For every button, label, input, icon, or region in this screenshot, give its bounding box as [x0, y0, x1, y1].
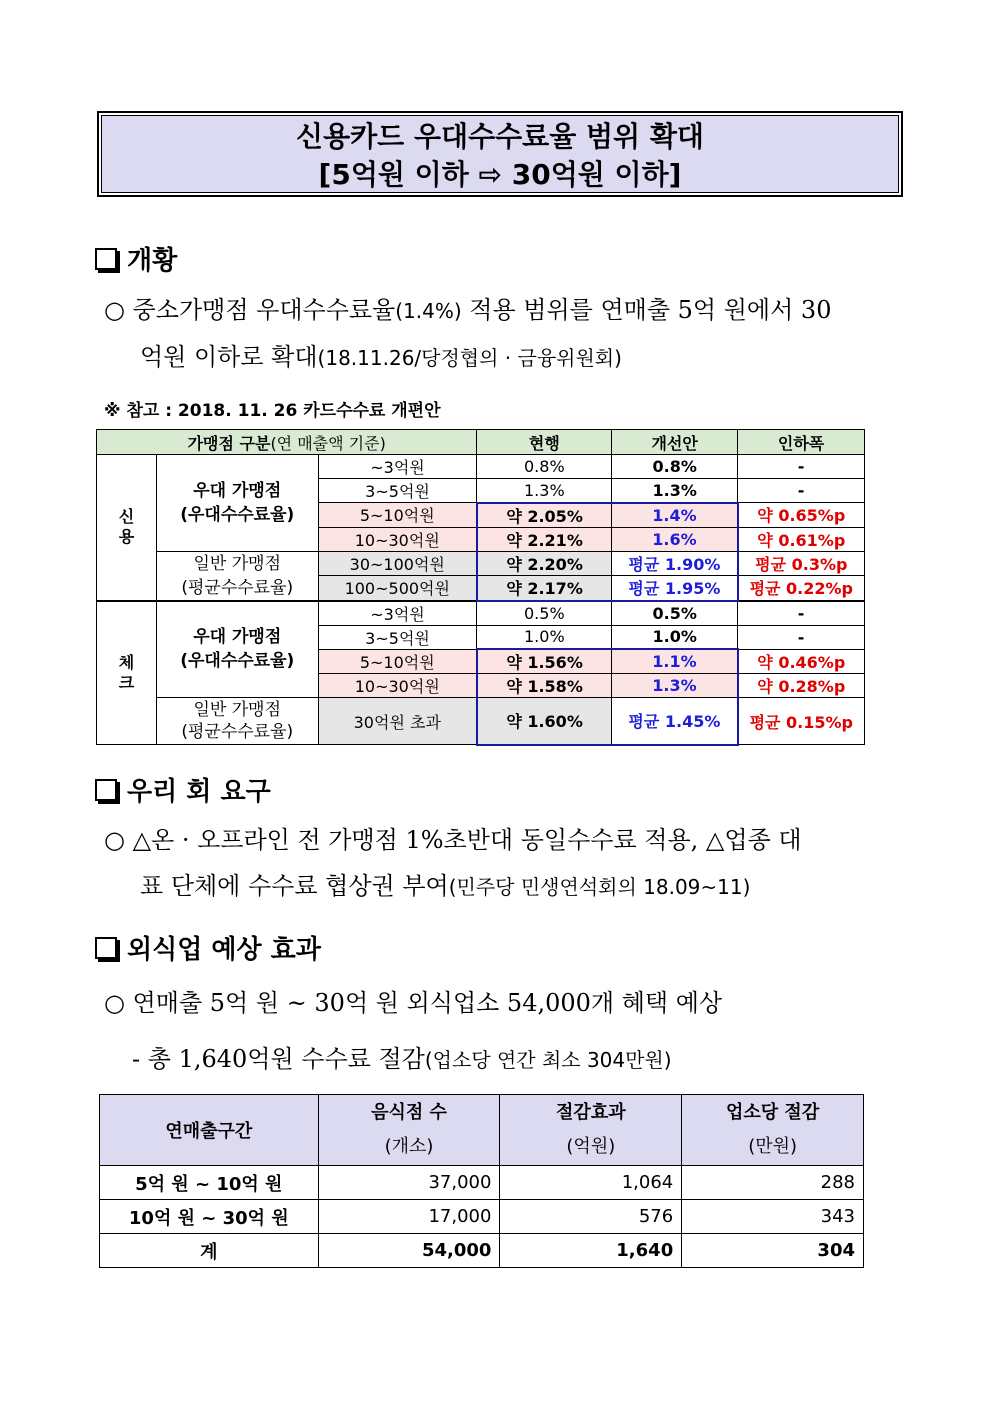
range-cell: 10~30억원	[318, 527, 477, 551]
table-row	[97, 455, 865, 479]
demands-text-b: 표 단체에 수수료 협상권 부여	[140, 872, 449, 900]
demands-paragraph	[104, 817, 922, 910]
range-cell: 30~100억원	[318, 551, 477, 575]
checkbox-square-icon	[95, 248, 117, 270]
dash-bullet: -	[132, 1045, 141, 1073]
section-heading-overview	[95, 240, 177, 277]
general-label: 일반 가맹점 (평균수수료율)	[156, 551, 318, 601]
overview-text-b: 적용 범위를 연매출 5억 원에서 30	[461, 296, 832, 324]
current-cell: 약 2.17%	[477, 575, 612, 600]
count-cell: 17,000	[318, 1200, 500, 1234]
current-cell: 약 2.05%	[477, 503, 612, 528]
range-cell: 30억원 초과	[318, 698, 477, 745]
improved-cell: 1.4%	[612, 503, 738, 528]
current-cell: 약 2.20%	[477, 551, 612, 575]
reduction-cell: -	[738, 625, 865, 649]
current-cell: 약 1.58%	[477, 674, 612, 698]
header-count: 음식점 수 (개소)	[318, 1095, 500, 1166]
check-label: 체 크	[97, 601, 157, 745]
demands-source: (민주당 민생연석회의 18.09~11)	[448, 875, 751, 899]
title-line-2: [5억원 이하 ⇨ 30억원 이하]	[318, 158, 682, 191]
reduction-cell: 약 0.46%p	[738, 649, 865, 674]
current-cell: 약 1.60%	[477, 698, 612, 745]
bullet-circle: ○	[104, 989, 125, 1017]
improved-cell: 0.8%	[612, 455, 738, 479]
effect-table	[99, 1094, 864, 1268]
per-shop-cell: 304	[682, 1234, 864, 1268]
section-heading-demands	[95, 771, 271, 808]
reduction-cell: 약 0.65%p	[738, 503, 865, 528]
header-saving: 절감효과 (억원)	[500, 1095, 682, 1166]
effect-text-a: 연매출 5억 원 ~ 30억 원 외식업소 54,000개 혜택 예상	[132, 989, 723, 1017]
heading-text: 개황	[127, 246, 178, 276]
overview-text-a: 중소가맹점 우대수수료율	[132, 296, 396, 324]
reduction-cell: 평균 0.3%p	[738, 551, 865, 575]
title-box	[97, 111, 903, 197]
range-cell: 100~500억원	[318, 575, 477, 600]
header-reduction: 인하폭	[738, 430, 865, 455]
checkbox-square-icon	[95, 937, 117, 959]
preferred-label: 우대 가맹점 (우대수수료율)	[156, 601, 318, 698]
improved-cell: 평균 1.90%	[612, 551, 738, 575]
range-cell: 5~10억원	[318, 649, 477, 674]
checkbox-square-icon	[95, 779, 117, 801]
reduction-cell: -	[738, 601, 865, 626]
overview-source: (18.11.26/당정협의 · 금융위원회)	[317, 346, 622, 370]
header-category: 가맹점 구분(연 매출액 기준)	[97, 430, 477, 455]
improved-cell: 1.3%	[612, 479, 738, 503]
header-current: 현행	[477, 430, 612, 455]
heading-text: 우리 회 요구	[127, 777, 271, 807]
range-cell: 3~5억원	[318, 625, 477, 649]
improved-cell: 1.6%	[612, 527, 738, 551]
general-label: 일반 가맹점 (평균수수료율)	[156, 698, 318, 745]
current-cell: 1.0%	[477, 625, 612, 649]
improved-cell: 1.0%	[612, 625, 738, 649]
section-heading-effect	[95, 929, 321, 966]
header-improved: 개선안	[612, 430, 738, 455]
range-cell: 5~10억원	[318, 503, 477, 528]
count-cell: 37,000	[318, 1166, 500, 1200]
fee-table	[96, 429, 865, 746]
reference-note: ※ 참고 : 2018. 11. 26 카드수수료 개편안	[104, 401, 441, 421]
table-row	[97, 551, 865, 575]
current-cell: 1.3%	[477, 479, 612, 503]
reduction-cell: -	[738, 455, 865, 479]
effect-header-row	[100, 1095, 864, 1166]
preferred-label: 우대 가맹점 (우대수수료율)	[156, 455, 318, 552]
improved-cell: 0.5%	[612, 601, 738, 626]
range-cell: ~3억원	[318, 601, 477, 626]
range-cell: 5억 원 ~ 10억 원	[100, 1166, 319, 1200]
improved-cell: 평균 1.45%	[612, 698, 738, 745]
range-cell: ~3억원	[318, 455, 477, 479]
reduction-cell: -	[738, 479, 865, 503]
title-line-1: 신용카드 우대수수료율 범위 확대	[296, 120, 704, 153]
overview-rate: (1.4%)	[395, 299, 462, 323]
improved-cell: 평균 1.95%	[612, 575, 738, 600]
saving-cell: 1,640	[500, 1234, 682, 1268]
per-shop-cell: 288	[682, 1166, 864, 1200]
current-cell: 약 2.21%	[477, 527, 612, 551]
bullet-circle: ○	[104, 296, 125, 324]
reduction-cell: 평균 0.15%p	[738, 698, 865, 745]
table-row-total	[100, 1234, 864, 1268]
overview-text-c: 억원 이하로 확대	[140, 343, 318, 371]
table-row	[100, 1200, 864, 1234]
effect-note: (업소당 연간 최소 304만원)	[424, 1048, 672, 1072]
table-row	[97, 698, 865, 745]
saving-cell: 1,064	[500, 1166, 682, 1200]
credit-label: 신 용	[97, 455, 157, 601]
count-cell: 54,000	[318, 1234, 500, 1268]
fee-header-row	[97, 430, 865, 455]
title-inner	[101, 115, 899, 193]
heading-text: 외식업 예상 효과	[127, 935, 321, 965]
current-cell: 약 1.56%	[477, 649, 612, 674]
range-cell: 10억 원 ~ 30억 원	[100, 1200, 319, 1234]
bullet-circle: ○	[104, 826, 125, 854]
current-cell: 0.8%	[477, 455, 612, 479]
range-cell: 3~5억원	[318, 479, 477, 503]
effect-paragraph	[104, 980, 922, 1083]
current-cell: 0.5%	[477, 601, 612, 626]
demands-text-a: △온 · 오프라인 전 가맹점 1%초반대 동일수수료 적용, △업종 대	[132, 826, 802, 854]
per-shop-cell: 343	[682, 1200, 864, 1234]
table-row	[100, 1166, 864, 1200]
overview-paragraph	[104, 287, 922, 381]
reduction-cell: 약 0.28%p	[738, 674, 865, 698]
range-cell: 계	[100, 1234, 319, 1268]
improved-cell: 1.1%	[612, 649, 738, 674]
table-row	[97, 601, 865, 626]
header-per-shop: 업소당 절감 (만원)	[682, 1095, 864, 1166]
reduction-cell: 약 0.61%p	[738, 527, 865, 551]
reduction-cell: 평균 0.22%p	[738, 575, 865, 600]
range-cell: 10~30억원	[318, 674, 477, 698]
header-range: 연매출구간	[100, 1095, 319, 1166]
effect-text-b: 총 1,640억원 수수료 절감	[147, 1045, 425, 1073]
saving-cell: 576	[500, 1200, 682, 1234]
improved-cell: 1.3%	[612, 674, 738, 698]
